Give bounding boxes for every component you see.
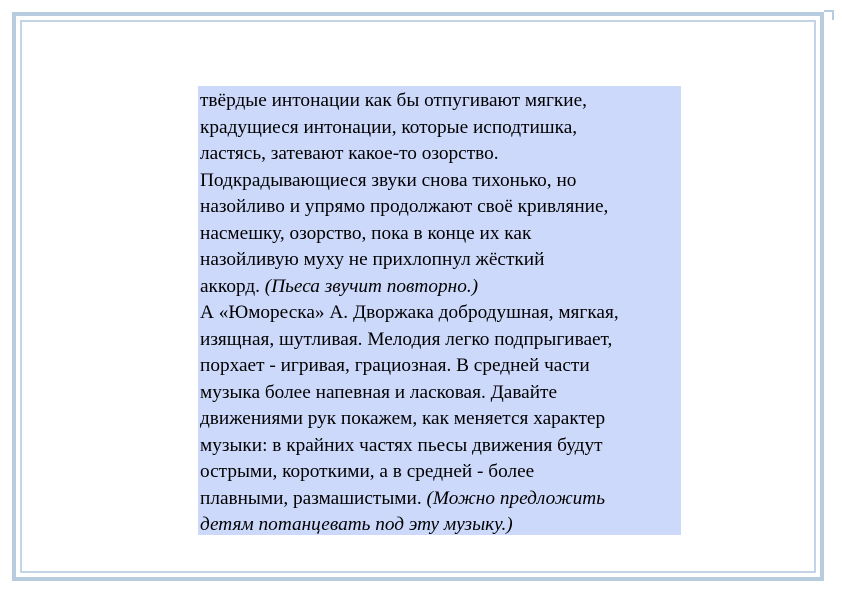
line-text: назойливую муху не прихлопнул жёсткий — [200, 249, 545, 270]
line-text: плавными, размашистыми. — [200, 487, 427, 509]
line-text: крадущиеся интонации, которые исподтишка, — [200, 116, 578, 138]
text-line — [200, 194, 681, 221]
frame-corner-decoration — [824, 10, 834, 20]
line-text: назойливо и упрямо продолжают своё кривляние, — [200, 196, 609, 217]
line-text: порхает - игривая, грациозная. В средней части — [200, 355, 590, 376]
text-line — [200, 141, 681, 168]
line-text: движениями рук покажем, как меняется характер — [200, 408, 606, 429]
line-text: аккорд. — [200, 275, 265, 297]
stage-direction: детям потанцевать под эту музыку.) — [200, 514, 513, 535]
text-line — [200, 221, 681, 248]
text-line — [200, 433, 681, 460]
text-line — [200, 274, 681, 301]
text-line — [200, 380, 681, 407]
line-text: твёрдые интонации как бы отпугивают мягкие, — [200, 90, 587, 111]
line-text: музыка более напевная и ласковая. Давайте — [200, 381, 558, 403]
text-line — [200, 247, 681, 274]
line-text: ластясь, затевают какое-то озорство. — [200, 143, 499, 164]
line-text: острыми, короткими, а в средней - более — [200, 461, 535, 482]
text-block — [198, 86, 681, 535]
stage-direction: (Можно предложить — [426, 487, 606, 509]
line-text: А «Юмореска» А. Дворжака добродушная, мягкая, — [200, 302, 619, 323]
text-line — [200, 512, 681, 539]
text-line — [200, 486, 681, 513]
text-line — [200, 115, 681, 142]
text-line — [200, 406, 681, 433]
line-text: музыки: в крайних частях пьесы движения будут — [200, 434, 603, 456]
text-line — [200, 353, 681, 380]
text-line — [200, 168, 681, 195]
line-text: насмешку, озорство, пока в конце их как — [200, 222, 532, 244]
text-line — [200, 300, 681, 327]
text-line — [200, 459, 681, 486]
text-line — [200, 88, 681, 115]
text-line — [200, 327, 681, 354]
line-text: Подкрадывающиеся звуки снова тихонько, но — [200, 169, 577, 191]
stage-direction: (Пьеса звучит повторно.) — [264, 275, 479, 297]
line-text: изящная, шутливая. Мелодия легко подпрыгивает, — [200, 328, 613, 350]
